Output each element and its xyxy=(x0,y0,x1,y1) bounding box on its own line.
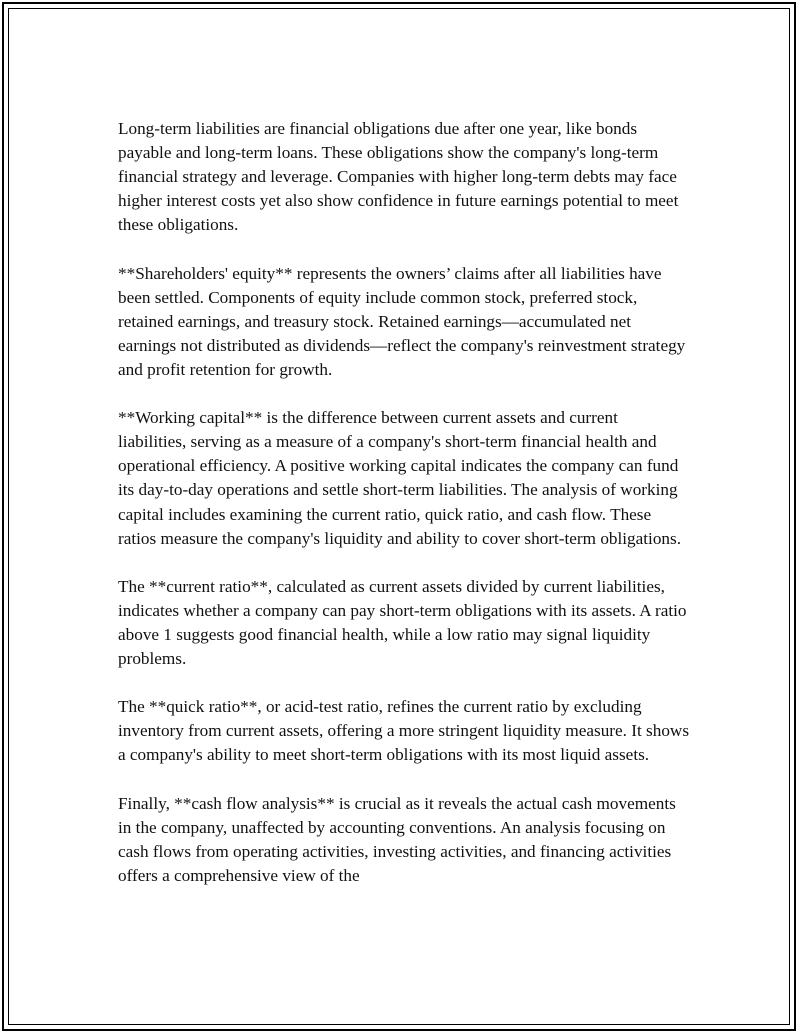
paragraph-current-ratio: The **current ratio**, calculated as current assets divided by current liabilities, indicates whether a company can pay short-term obligations with its assets. A ratio above 1 suggests good financial health, while a low ratio may signal liquidity problems. xyxy=(118,576,687,669)
document-body xyxy=(118,117,690,912)
paragraph-shareholders-equity: **Shareholders' equity** represents the owners’ claims after all liabilities have been settled. Components of equity include common stock, preferred stock, retained earnings, and treasury stock. Retained earnings—accumulated net earnings not distributed as dividends—reflect the company's reinvestment strategy and profit retention for growth. xyxy=(118,263,686,379)
paragraph-long-term-liabilities: Long-term liabilities are financial obligations due after one year, like bonds payable and long-term loans. These obligations show the company's long-term financial strategy and leverage. Companies with higher long-term debts may face higher interest costs yet also show confidence in future earnings potential to meet these obligations. xyxy=(118,119,679,235)
paragraph-working-capital: **Working capital** is the difference between current assets and current liabilities, serving as a measure of a company's short-term financial health and operational efficiency. A positive working capital indicates the company can fund its day-to-day operations and settle short-term liabilities. The analysis of working capital includes examining the current ratio, quick ratio, and cash flow. These ratios measure the company's liquidity and ability to cover short-term obligations. xyxy=(118,408,681,548)
paragraph-cash-flow-analysis: Finally, **cash flow analysis** is crucial as it reveals the actual cash movements in the company, unaffected by accounting conventions. An analysis focusing on cash flows from operating activities, investing activities, and financing activities offers a comprehensive view of the xyxy=(118,793,676,885)
paragraph-quick-ratio: The **quick ratio**, or acid-test ratio, refines the current ratio by excluding inventory from current assets, offering a more stringent liquidity measure. It shows a company's ability to meet short-term obligations with its most liquid assets. xyxy=(118,697,690,765)
